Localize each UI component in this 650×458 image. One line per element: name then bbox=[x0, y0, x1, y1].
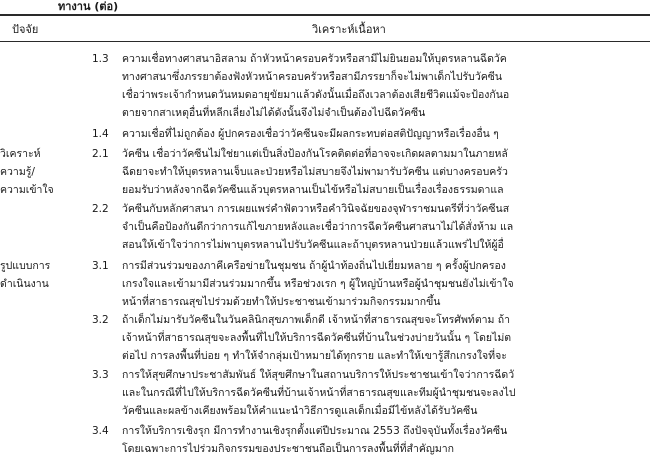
item-text bbox=[122, 50, 509, 122]
factor-label: ความรู้/ bbox=[0, 166, 35, 178]
item-line: การให้สุขศึกษาประชาสัมพันธ์ ให้สุขศึกษาในสถานบริการให้ประชาชนเข้าใจว่าการฉีดวั bbox=[122, 369, 515, 381]
item-line: วัคซีนและผลข้างเคียงพร้อมให้คำแนะนำวิธีการดูแลเด็กเมื่อมีไข้หลังได้รับวัคซีน bbox=[122, 405, 478, 417]
item-line: ความเชื่อทางศาสนาอิสลาม ถ้าหัวหน้าครอบครัวหรือสามีไม่ยินยอมให้บุตรหลานฉีดวัค bbox=[122, 53, 507, 65]
table-caption: ทางาน (ต่อ) bbox=[58, 0, 119, 13]
item-text bbox=[122, 422, 507, 458]
item-line: สอนให้เข้าใจว่าการไม่พาบุตรหลานไปรับวัคซีนและถ้าบุตรหลานป่วยแล้วแพร่ไปให้ผู้อื่ bbox=[122, 239, 504, 251]
item-line: การให้บริการเชิงรุก มีการทำงานเชิงรุกตั้งแต่ปีประมาณ 2553 ถึงปัจจุบันทั้งเรื่องวัคซีน bbox=[122, 425, 508, 437]
item-number: 1.3 bbox=[92, 53, 109, 65]
item-text bbox=[122, 366, 516, 420]
item-number: 2.2 bbox=[92, 203, 109, 215]
item-line: วัคซีน เชื่อว่าวัคซีนไม่ใช่ยาแต่เป็นสิ่งป้องกันโรคติดต่อที่อาจจะเกิดผลตามมาในภายหลั bbox=[122, 148, 508, 160]
item-line: หน้าที่สาธารณสุขไปร่วมด้วยทำให้ประชาชนเข้ามาร่วมกิจกรรมมากขึ้น bbox=[122, 296, 441, 308]
item-number: 3.2 bbox=[92, 314, 109, 326]
factor-label: รูปแบบการ bbox=[0, 260, 51, 272]
item-line: จำเป็นคือป้องกันดีกว่าการแก้ไขภายหลังและเชื่อว่าการฉีดวัคซีนศาสนาไม่ได้สั่งห้าม แล bbox=[122, 221, 514, 233]
item-line: ยอมรับว่าหลังจากฉีดวัคซีนแล้วบุตรหลานเป็นไข้หรือไม่สบายเป็นเรื่องเรื่องธรรมดาแล bbox=[122, 184, 504, 196]
item-line: และในกรณีที่ไปให้บริการฉีดวัคซีนที่บ้านเจ้าหน้าที่สาธารณสุขและทีมผู้นำชุมชนจะลงไป bbox=[122, 387, 516, 399]
item-line: เจ้าหน้าที่สาธารณสุขจะลงพื้นที่ไปให้บริการฉีดวัคซีนที่บ้านในช่วงบ่ายวันนั้น ๆ โดยไม่ต bbox=[122, 332, 512, 344]
analysis-column-header: วิเคราะห์เนื้อหา bbox=[312, 23, 386, 36]
item-line: โดยเฉพาะการไปร่วมกิจกรรมของประชาชนถือเป็นการลงพื้นที่ที่สำคัญมาก bbox=[122, 443, 454, 455]
item-number: 3.4 bbox=[92, 425, 109, 437]
item-number: 3.3 bbox=[92, 369, 109, 381]
item-text bbox=[122, 145, 508, 199]
item-line: ทางศาสนาซึ่งภรรยาต้องฟังหัวหน้าครอบครัวหรือสามีภรรยาก็จะไม่พาเด็กไปรับวัคซีน bbox=[122, 71, 503, 83]
item-number: 1.4 bbox=[92, 128, 109, 140]
item-line: เกรงใจและเข้ามามีส่วนร่วมมากขึ้น หรือช่วงเรก ๆ ผู้ใหญ่บ้านหรือผู้นำชุมชนยังไม่เข้าใจ bbox=[122, 278, 514, 290]
factor-label: วิเคราะห์ bbox=[0, 148, 41, 160]
item-line: การมีส่วนร่วมของภาคีเครือข่ายในชุมชน ถ้าผู้นำท้องถิ่นไปเยี่ยมหลาย ๆ ครั้งผู้ปกครอง bbox=[122, 260, 506, 272]
item-line: วัคซีนกับหลักศาสนา การเผยแพร่คำฟัตวาหรือคำวินิจฉัยของจุฬาราชมนตรีที่ว่าวัคซีนส bbox=[122, 203, 510, 215]
factor-label: ความเข้าใจ bbox=[0, 184, 54, 196]
item-text bbox=[122, 311, 511, 365]
item-line: เชื่อว่าพระเจ้ากำหนดวันหมดอายุขัยมาแล้วดังนั้นเมื่อถึงเวลาต้องเสียชีวิตแม้จะป้องกันอ bbox=[122, 89, 510, 101]
item-number: 3.1 bbox=[92, 260, 109, 272]
item-line: ฉีดยาจะทำให้บุตรหลานเจ็บและป่วยหรือไม่สบายจึงไม่พามารับวัคซีน แต่บางครอบครัว bbox=[122, 166, 508, 178]
item-line: ถ้าเด็กไม่มารับวัคซีนในวันคลินิกสุขภาพเด็กดี เจ้าหน้าที่สาธารณสุขจะโทรศัพท์ตาม ถ้า bbox=[122, 314, 511, 326]
item-line: ความเชื่อที่ไม่ถูกต้อง ผู้ปกครองเชื่อว่าวัคซีนจะมีผลกระทบต่อสติปัญญาหรือเรื่องอื่น ๆ bbox=[122, 128, 499, 140]
item-text bbox=[122, 125, 499, 143]
item-number: 2.1 bbox=[92, 148, 109, 160]
item-line: ต่อไป การลงพื้นที่บ่อย ๆ ทำให้จำกลุ่มเป้าหมายได้ทุกราย และทำให้เขารู้สึกเกรงใจที่จะ bbox=[122, 350, 507, 362]
item-text bbox=[122, 200, 513, 254]
table-top-rule bbox=[0, 14, 650, 16]
item-line: ตายจากสาเหตุอื่นที่หลีกเลี่ยงไม่ได้ดังนั้นจึงไม่จำเป็นต้องไปฉีดวัคซีน bbox=[122, 107, 426, 119]
factor-label: ดำเนินงาน bbox=[0, 278, 49, 290]
factor-column-header: ปัจจัย bbox=[12, 23, 39, 36]
item-text bbox=[122, 257, 514, 311]
table-header-rule bbox=[0, 41, 650, 42]
